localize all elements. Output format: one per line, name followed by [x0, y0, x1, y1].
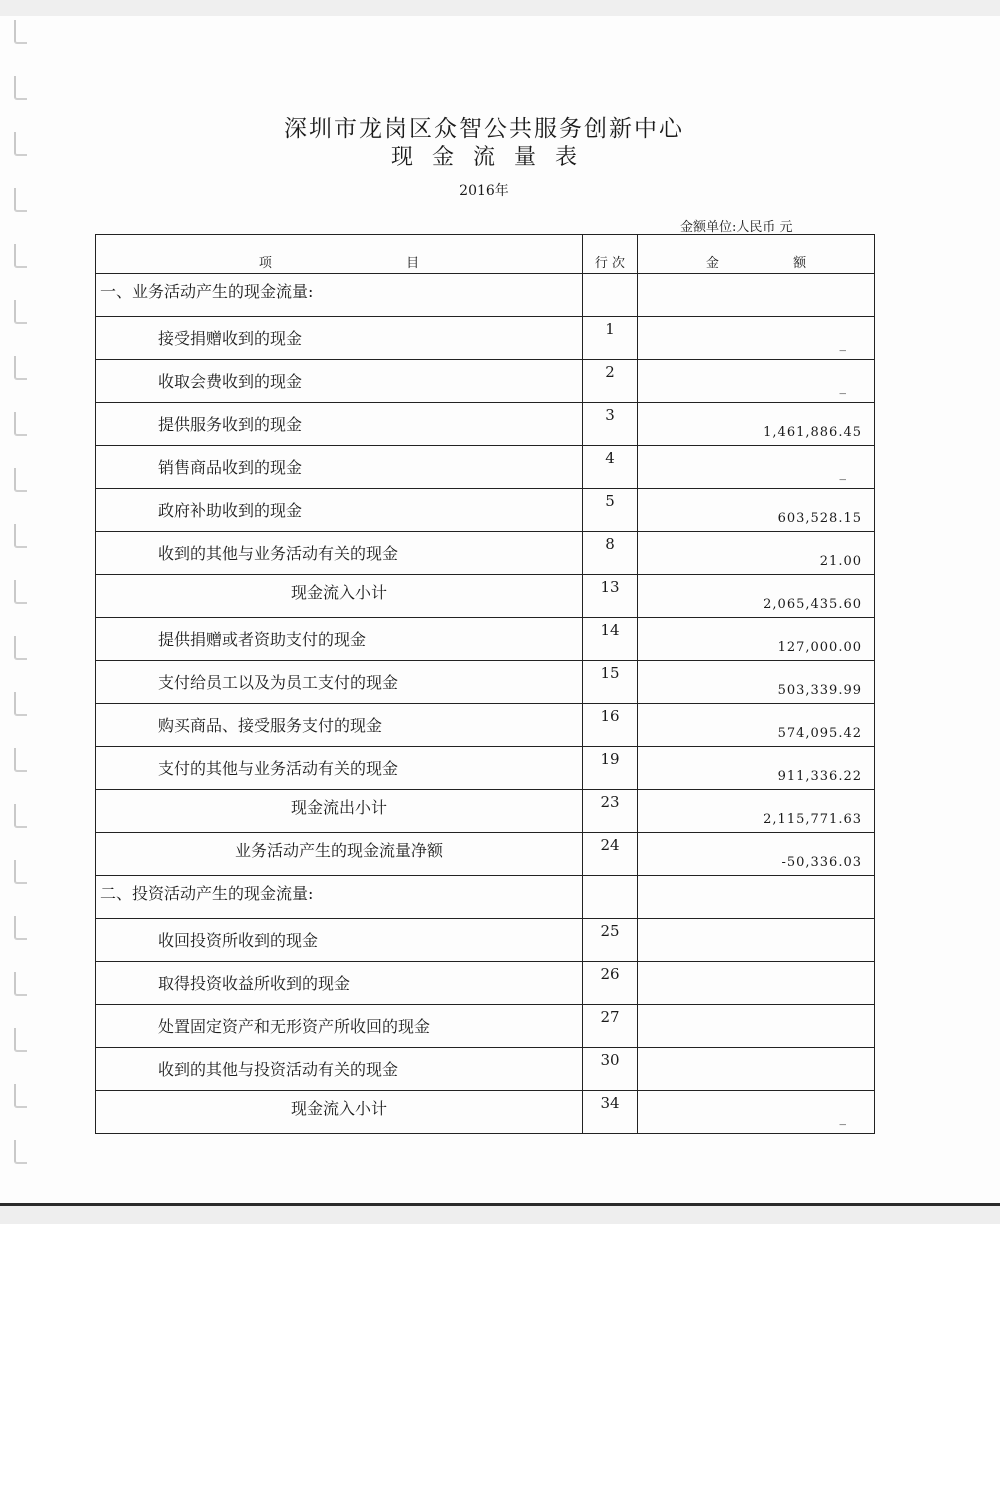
binding-hole-mark — [14, 1140, 27, 1164]
line-no-cell — [583, 790, 638, 833]
line-number: 8 — [605, 535, 615, 553]
amount-value: _ — [839, 380, 846, 395]
amount-value — [638, 274, 874, 296]
item-cell — [96, 833, 583, 876]
table-row — [96, 962, 875, 1005]
binding-hole-mark — [14, 468, 27, 492]
line-no-cell — [583, 317, 638, 360]
amount-cell — [638, 790, 875, 833]
line-no-cell — [583, 919, 638, 962]
amount-cell — [638, 704, 875, 747]
item-cell — [96, 704, 583, 747]
item-label: 支付给员工以及为员工支付的现金 — [158, 673, 399, 692]
table-row — [96, 876, 875, 919]
binding-hole-mark — [14, 244, 27, 268]
line-number — [583, 274, 637, 277]
table-row — [96, 1048, 875, 1091]
binding-hole-mark — [14, 916, 27, 940]
line-no-cell — [583, 876, 638, 919]
item-cell — [96, 532, 583, 575]
header-amount-right: 额 — [793, 256, 807, 271]
table-row — [96, 790, 875, 833]
item-label: 现金流出小计 — [290, 798, 387, 817]
item-label: 收到的其他与投资活动有关的现金 — [158, 1060, 399, 1079]
item-cell — [96, 446, 583, 489]
line-number: 25 — [600, 922, 620, 940]
item-cell — [96, 317, 583, 360]
binding-hole-mark — [14, 524, 27, 548]
amount-cell — [638, 1005, 875, 1048]
line-no-cell — [583, 575, 638, 618]
amount-cell — [638, 575, 875, 618]
table-row — [96, 532, 875, 575]
cash-flow-table — [95, 234, 875, 1134]
binding-hole-mark — [14, 1028, 27, 1052]
amount-value: 2,065,435.60 — [763, 597, 862, 612]
header-item — [96, 235, 583, 274]
binding-hole-mark — [14, 860, 27, 884]
line-no-cell — [583, 1091, 638, 1134]
item-cell — [96, 661, 583, 704]
line-no-cell — [583, 962, 638, 1005]
amount-cell — [638, 747, 875, 790]
amount-cell — [638, 360, 875, 403]
line-no-cell — [583, 446, 638, 489]
table-row — [96, 833, 875, 876]
item-cell — [96, 575, 583, 618]
amount-cell — [638, 446, 875, 489]
line-no-cell — [583, 489, 638, 532]
header-line-no: 行 次 — [583, 235, 638, 274]
table-row — [96, 575, 875, 618]
item-label: 一、业务活动产生的现金流量: — [100, 282, 314, 301]
item-label: 收到的其他与业务活动有关的现金 — [158, 544, 399, 563]
item-label: 现金流入小计 — [290, 583, 387, 602]
amount-value: 127,000.00 — [777, 640, 862, 655]
amount-value: 21.00 — [819, 554, 862, 569]
amount-value: 603,528.15 — [777, 511, 862, 526]
line-number: 26 — [600, 965, 620, 983]
item-label: 支付的其他与业务活动有关的现金 — [158, 759, 399, 778]
table-row — [96, 1091, 875, 1134]
amount-cell — [638, 403, 875, 446]
line-number: 23 — [600, 793, 620, 811]
table-header-row — [96, 235, 875, 274]
amount-value: 574,095.42 — [777, 726, 862, 741]
item-cell — [96, 962, 583, 1005]
binding-hole-mark — [14, 804, 27, 828]
line-number: 13 — [600, 578, 620, 596]
binding-hole-mark — [14, 972, 27, 996]
line-no-cell — [583, 618, 638, 661]
table-row — [96, 618, 875, 661]
line-number: 4 — [605, 449, 615, 467]
binding-hole-mark — [14, 1084, 27, 1108]
line-no-cell — [583, 274, 638, 317]
item-label: 销售商品收到的现金 — [158, 458, 303, 477]
item-label: 收回投资所收到的现金 — [158, 931, 319, 950]
amount-cell — [638, 532, 875, 575]
amount-value: _ — [839, 337, 846, 352]
item-cell — [96, 1048, 583, 1091]
item-label: 提供捐赠或者资助支付的现金 — [158, 630, 367, 649]
item-cell — [96, 747, 583, 790]
amount-cell — [638, 661, 875, 704]
item-label: 提供服务收到的现金 — [158, 415, 303, 434]
amount-value — [638, 962, 874, 984]
amount-value: 2,115,771.63 — [763, 812, 862, 827]
amount-value: -50,336.03 — [781, 855, 862, 870]
binding-hole-mark — [14, 300, 27, 324]
table-row — [96, 360, 875, 403]
line-number: 27 — [600, 1008, 620, 1026]
line-number: 5 — [605, 492, 615, 510]
organization-name: 深圳市龙岗区众智公共服务创新中心 — [284, 116, 684, 142]
line-no-cell — [583, 1005, 638, 1048]
amount-cell — [638, 1091, 875, 1134]
table-row — [96, 747, 875, 790]
amount-cell — [638, 876, 875, 919]
item-cell — [96, 403, 583, 446]
line-number: 2 — [605, 363, 615, 381]
line-number: 14 — [600, 621, 620, 639]
binding-hole-mark — [14, 748, 27, 772]
item-label: 业务活动产生的现金流量净额 — [234, 841, 443, 860]
table-row — [96, 704, 875, 747]
amount-value: 503,339.99 — [777, 683, 862, 698]
line-no-cell — [583, 833, 638, 876]
amount-cell — [638, 1048, 875, 1091]
amount-value — [638, 1005, 874, 1027]
amount-cell — [638, 317, 875, 360]
binding-hole-mark — [14, 580, 27, 604]
table-row — [96, 403, 875, 446]
item-label: 购买商品、接受服务支付的现金 — [158, 716, 383, 735]
line-no-cell — [583, 532, 638, 575]
line-number: 16 — [600, 707, 620, 725]
below-scan-strip — [0, 1206, 1000, 1224]
item-cell — [96, 1091, 583, 1134]
binding-hole-mark — [14, 76, 27, 100]
line-number: 1 — [605, 320, 615, 338]
amount-cell — [638, 489, 875, 532]
amount-value — [638, 876, 874, 898]
item-cell — [96, 790, 583, 833]
line-number: 24 — [600, 836, 620, 854]
scan-top-edge — [0, 0, 1000, 16]
table-row — [96, 661, 875, 704]
amount-value — [638, 919, 874, 941]
table-row — [96, 489, 875, 532]
item-label: 现金流入小计 — [290, 1099, 387, 1118]
binding-hole-mark — [14, 692, 27, 716]
binding-hole-mark — [14, 20, 27, 44]
header-item-left: 项 — [258, 256, 272, 271]
binding-hole-mark — [14, 636, 27, 660]
table-row — [96, 317, 875, 360]
item-cell — [96, 489, 583, 532]
line-number: 3 — [605, 406, 615, 424]
item-label: 接受捐赠收到的现金 — [158, 329, 303, 348]
item-label: 政府补助收到的现金 — [158, 501, 303, 520]
binding-hole-mark — [14, 356, 27, 380]
table-row — [96, 446, 875, 489]
item-cell — [96, 618, 583, 661]
amount-cell — [638, 919, 875, 962]
binding-hole-mark — [14, 412, 27, 436]
line-no-cell — [583, 1048, 638, 1091]
line-no-cell — [583, 661, 638, 704]
header-amount — [638, 235, 875, 274]
item-cell — [96, 876, 583, 919]
line-no-cell — [583, 403, 638, 446]
line-no-cell — [583, 360, 638, 403]
amount-cell — [638, 962, 875, 1005]
line-no-cell — [583, 747, 638, 790]
amount-cell — [638, 618, 875, 661]
item-label: 二、投资活动产生的现金流量: — [100, 884, 314, 903]
amount-cell — [638, 274, 875, 317]
item-cell — [96, 919, 583, 962]
line-number — [583, 876, 637, 879]
report-year: 2016年 — [459, 183, 509, 199]
report-title: 现 金 流 量 表 — [391, 145, 577, 170]
item-cell — [96, 360, 583, 403]
table-row — [96, 919, 875, 962]
amount-value: 1,461,886.45 — [763, 425, 862, 440]
item-label: 取得投资收益所收到的现金 — [158, 974, 351, 993]
table-row — [96, 274, 875, 317]
table-row — [96, 1005, 875, 1048]
item-cell — [96, 274, 583, 317]
currency-unit: 金额单位:人民币 元 — [680, 220, 793, 235]
line-number: 15 — [600, 664, 620, 682]
item-label: 处置固定资产和无形资产所收回的现金 — [158, 1017, 431, 1036]
line-number: 34 — [600, 1094, 620, 1112]
item-label: 收取会费收到的现金 — [158, 372, 303, 391]
amount-value: _ — [839, 466, 846, 481]
amount-value: 911,336.22 — [777, 769, 862, 784]
item-cell — [96, 1005, 583, 1048]
line-no-cell — [583, 704, 638, 747]
line-number: 19 — [600, 750, 620, 768]
line-number: 30 — [600, 1051, 620, 1069]
header-item-right: 目 — [406, 256, 420, 271]
amount-value — [638, 1048, 874, 1070]
header-amount-left: 金 — [705, 256, 719, 271]
amount-value: _ — [839, 1111, 846, 1126]
amount-cell — [638, 833, 875, 876]
